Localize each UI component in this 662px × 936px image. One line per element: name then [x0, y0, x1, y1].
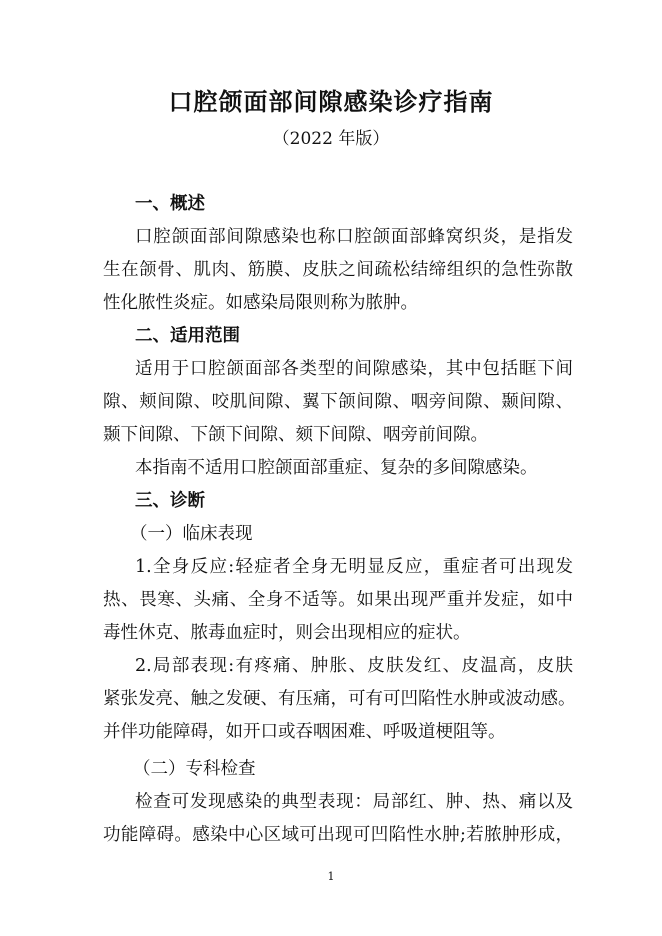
subsection-heading-exam: （二）专科检查 [133, 759, 256, 779]
page-number: 1 [327, 870, 335, 883]
paragraph-line: 检查可发现感染的典型表现：局部红、肿、热、痛以及 [135, 792, 573, 812]
section-heading-diagnosis: 三、诊断 [135, 491, 205, 511]
paragraph-line: 紧张发亮、触之发硬、有压痛，可有可凹陷性水肿或波动感。 [103, 689, 576, 709]
paragraph-line: 隙、颊间隙、咬肌间隙、翼下颌间隙、咽旁间隙、颞间隙、 [103, 392, 573, 412]
paragraph-line: 2.局部表现:有疼痛、肿胀、皮肤发红、皮温高，皮肤 [135, 656, 573, 676]
paragraph-line: 1.全身反应:轻症者全身无明显反应，重症者可出现发 [135, 557, 573, 577]
document-subtitle: （2022 年版） [272, 129, 390, 149]
paragraph-line: 适用于口腔颌面部各类型的间隙感染，其中包括眶下间 [135, 359, 573, 379]
paragraph-line: 并伴功能障碍，如开口或吞咽困难、呼吸道梗阻等。 [103, 722, 506, 742]
paragraph-line: 性化脓性炎症。如感染局限则称为脓肿。 [103, 293, 418, 313]
paragraph-line: 本指南不适用口腔颌面部重症、复杂的多间隙感染。 [135, 458, 538, 478]
subsection-heading-clinical: （一）临床表现 [130, 524, 253, 544]
paragraph-line: 生在颌骨、肌肉、筋膜、皮肤之间疏松结缔组织的急性弥散 [103, 260, 573, 280]
paragraph-line: 口腔颌面部间隙感染也称口腔颌面部蜂窝织炎，是指发 [135, 227, 573, 247]
document-title: 口腔颌面部间隙感染诊疗指南 [168, 88, 494, 116]
paragraph-line: 毒性休克、脓毒血症时，则会出现相应的症状。 [103, 623, 471, 643]
paragraph-line: 颞下间隙、下颌下间隙、颏下间隙、咽旁前间隙。 [103, 425, 488, 445]
paragraph-line: 功能障碍。感染中心区域可出现可凹陷性水肿;若脓肿形成， [103, 825, 573, 845]
section-heading-overview: 一、概述 [135, 194, 205, 214]
paragraph-line: 热、畏寒、头痛、全身不适等。如果出现严重并发症，如中 [103, 590, 573, 610]
section-heading-scope: 二、适用范围 [135, 326, 240, 346]
